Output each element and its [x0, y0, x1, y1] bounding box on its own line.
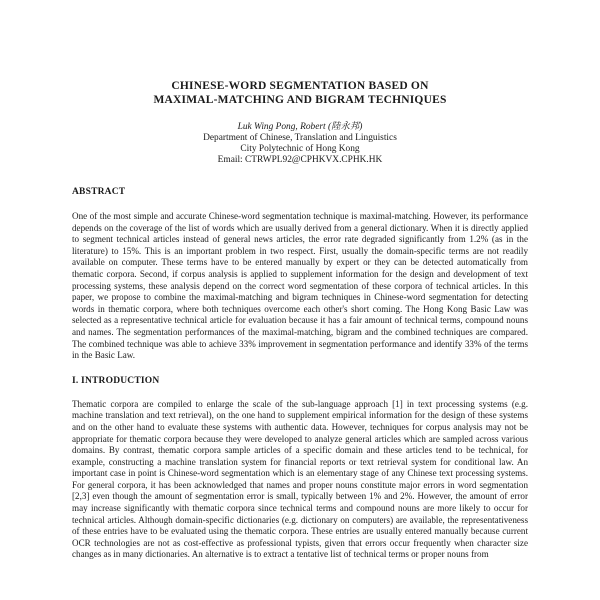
abstract-heading: ABSTRACT	[72, 187, 126, 197]
introduction-paragraph: Thematic corpora are compiled to enlarge the scale of the sub-language approach [1] in text processing systems (e.g. machine translation and text retrieval), on the one hand to supplement empirical information for the design of these systems and on the other hand to evaluate these systems with authentic data. However, techniques for corpus analysis may not be appropriate for thematic corpora because they were developed to analyze general articles which are sampled across various domains. By contrast, thematic corpora sample articles of a specific domain and these articles tend to be technical, for example, constructing a machine translation system for financial reports or text retrieval system for conditional law. An important case in point is Chinese-word segmentation which is an elementary stage of any Chinese text processing systems. For general corpora, it has been acknowledged that names and proper nouns constitute major errors in word segmentation [2,3] even though the amount of segmentation error is small, typically between 1% and 2%. However, the amount of error may increase significantly with thematic corpora since technical terms and compound nouns are more likely to occur for technical articles. Although domain-specific dictionaries (e.g. dictionary on computers) are available, the representativeness of these entries have to be evaluated using the thematic corpora. These entries are usually entered manually because current OCR technologies are not as cost-effective as professional typists, given that errors occur frequently when character size changes as in many dictionaries. An alternative is to extract a tentative list of technical terms or proper nouns from	[72, 398, 528, 560]
author-names: Luk Wing Pong, Robert (陸永邦)	[237, 122, 363, 132]
author-block	[72, 122, 528, 166]
title-line-2: MAXIMAL-MATCHING AND BIGRAM TECHNIQUES	[153, 94, 447, 106]
abstract-paragraph: One of the most simple and accurate Chinese-word segmentation technique is maximal-matching. However, its performance depends on the coverage of the list of words which are usually derived from a general dictionary. When it is directly applied to segment technical articles instead of general news articles, the error rate degraded significantly from 1.2% (as in the literature) to 15%. This is an important problem in two respect. First, usually the domain-specific terms are not readily available on computer. These terms have to be entered manually by expert or they can be detected automatically from thematic corpora. Second, if corpus analysis is applied to supplement information for the design and development of text processing systems, these analysis depend on the correct word segmentation of these corpora of technical articles. In this paper, we propose to combine the maximal-matching and bigram techniques in Chinese-word segmentation for detecting words in thematic corpora, where both techniques overcome each other's short coming. The Hong Kong Basic Law was selected as a representative technical article for evaluation because it has a fair amount of technical terms, compound nouns and names. The segmentation performances of the maximal-matching, bigram and the combined techniques are compared. The combined technique was able to achieve 33% improvement in segmentation performance and identify 33% of the terms in the Basic Law.	[72, 211, 528, 361]
title-line-1: CHINESE-WORD SEGMENTATION BASED ON	[171, 80, 429, 92]
paper-title	[72, 79, 528, 107]
author-email: Email: CTRWPL92@CPHKVX.CPHK.HK	[217, 155, 383, 165]
author-institution: City Polytechnic of Hong Kong	[240, 144, 360, 154]
author-department: Department of Chinese, Translation and Linguistics	[203, 133, 397, 143]
introduction-heading: I. INTRODUCTION	[72, 375, 160, 386]
